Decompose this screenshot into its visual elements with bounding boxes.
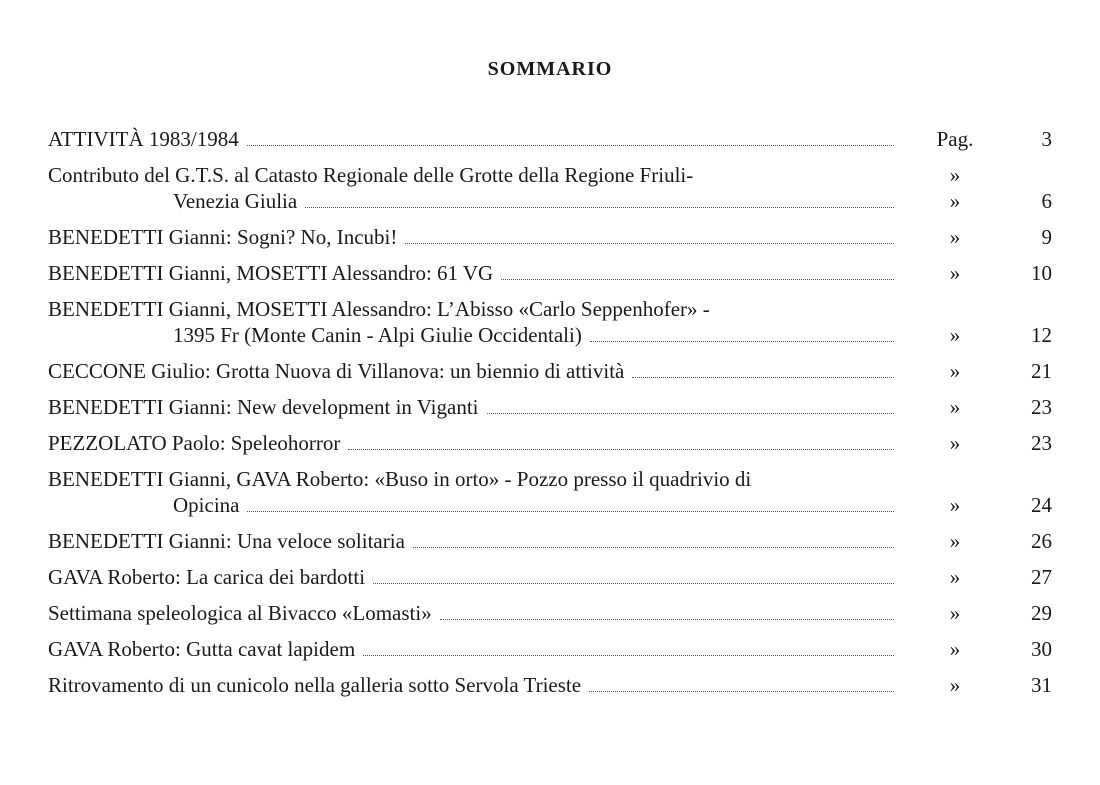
toc-line <box>48 224 1052 250</box>
page-prefix: » <box>949 359 961 383</box>
toc-line <box>48 260 1052 286</box>
page-number: 12 <box>1031 323 1052 347</box>
toc-entry-text: ATTIVITÀ 1983/1984 <box>48 127 239 151</box>
dot-leader <box>405 242 894 244</box>
page-number: 6 <box>1041 189 1052 213</box>
toc-line <box>48 296 1052 322</box>
page-number: 9 <box>1041 225 1052 249</box>
toc-line <box>48 600 1052 626</box>
page-prefix: » <box>949 673 961 697</box>
page-prefix: » <box>949 163 961 187</box>
toc-entry-text: GAVA Roberto: La carica dei bardotti <box>48 565 366 589</box>
toc-entry <box>48 430 1052 456</box>
page-number: 31 <box>1031 673 1052 697</box>
page-title: SOMMARIO <box>487 58 613 80</box>
toc-entry <box>48 600 1052 626</box>
toc-entry <box>48 162 1052 214</box>
page-prefix: » <box>949 565 961 589</box>
toc-entry-text: PEZZOLATO Paolo: Speleohorror <box>48 431 341 455</box>
toc-entry-text: BENEDETTI Gianni: Sogni? No, Incubi! <box>48 225 398 249</box>
toc-line <box>48 430 1052 456</box>
toc-entry <box>48 358 1052 384</box>
toc-entry-text: Ritrovamento di un cunicolo nella galleria sotto Servola Trieste <box>48 673 582 697</box>
toc-line <box>48 466 1052 492</box>
dot-leader <box>305 206 894 208</box>
toc-entry <box>48 394 1052 420</box>
toc-line <box>48 492 1052 518</box>
page-number: 26 <box>1031 529 1052 553</box>
dot-leader <box>247 510 894 512</box>
toc-entry-text: BENEDETTI Gianni: Una veloce solitaria <box>48 529 405 553</box>
dot-leader <box>373 582 894 584</box>
toc-entry-text: BENEDETTI Gianni, MOSETTI Alessandro: 61 VG <box>48 261 494 285</box>
toc-line <box>48 188 1052 214</box>
dot-leader <box>363 654 894 656</box>
dot-leader <box>501 278 894 280</box>
toc-entry-text: 1395 Fr (Monte Canin - Alpi Giulie Occidentali) <box>173 323 582 347</box>
toc-entry-text: Contributo del G.T.S. al Catasto Regionale delle Grotte della Regione Friuli- <box>48 163 694 187</box>
toc-line <box>48 672 1052 698</box>
toc-entry <box>48 672 1052 698</box>
page-number: 24 <box>1031 493 1052 517</box>
page-number: 23 <box>1031 431 1052 455</box>
toc-entry-text: BENEDETTI Gianni, GAVA Roberto: «Buso in orto» - Pozzo presso il quadrivio di <box>48 467 752 491</box>
toc-line <box>48 564 1052 590</box>
toc-line <box>48 394 1052 420</box>
toc-line <box>48 636 1052 662</box>
page-prefix: » <box>949 637 961 661</box>
toc-entry-text: Venezia Giulia <box>173 189 298 213</box>
page-number: 21 <box>1031 359 1052 383</box>
toc-entry <box>48 564 1052 590</box>
toc-line <box>48 322 1052 348</box>
page-number: 30 <box>1031 637 1052 661</box>
toc-entry <box>48 126 1052 152</box>
toc-entry-text: Settimana speleologica al Bivacco «Lomasti» <box>48 601 432 625</box>
dot-leader <box>247 144 894 146</box>
page-number: 27 <box>1031 565 1052 589</box>
page-prefix: » <box>949 431 961 455</box>
toc-entry-text: BENEDETTI Gianni: New development in Viganti <box>48 395 479 419</box>
toc-entry <box>48 224 1052 250</box>
dot-leader <box>413 546 894 548</box>
dot-leader <box>348 448 894 450</box>
page-prefix: » <box>949 529 961 553</box>
toc-line <box>48 162 1052 188</box>
dot-leader <box>590 340 894 342</box>
page-number: 29 <box>1031 601 1052 625</box>
toc-entry <box>48 296 1052 348</box>
page-prefix: » <box>949 261 961 285</box>
page-prefix: » <box>949 189 961 213</box>
toc-entry-text: CECCONE Giulio: Grotta Nuova di Villanova: un biennio di attività <box>48 359 625 383</box>
page-prefix: » <box>949 601 961 625</box>
toc-line <box>48 126 1052 152</box>
dot-leader <box>589 690 894 692</box>
toc-line <box>48 358 1052 384</box>
toc-line <box>48 528 1052 554</box>
page-number: 10 <box>1031 261 1052 285</box>
toc-entry <box>48 636 1052 662</box>
page-prefix: » <box>949 323 961 347</box>
toc-entry <box>48 528 1052 554</box>
toc-entry-text: GAVA Roberto: Gutta cavat lapidem <box>48 637 356 661</box>
dot-leader <box>487 412 894 414</box>
dot-leader <box>632 376 894 378</box>
toc-entry-text: BENEDETTI Gianni, MOSETTI Alessandro: L’Abisso «Carlo Seppenhofer» - <box>48 297 710 321</box>
page-number: 23 <box>1031 395 1052 419</box>
page-prefix: » <box>949 493 961 517</box>
page-prefix: » <box>949 225 961 249</box>
toc-entry <box>48 260 1052 286</box>
page-prefix: » <box>949 395 961 419</box>
toc-entry-text: Opicina <box>173 493 240 517</box>
page-number: 3 <box>1041 127 1052 151</box>
page-prefix: Pag. <box>936 127 974 151</box>
toc-entry <box>48 466 1052 518</box>
table-of-contents <box>48 126 1052 708</box>
dot-leader <box>440 618 894 620</box>
